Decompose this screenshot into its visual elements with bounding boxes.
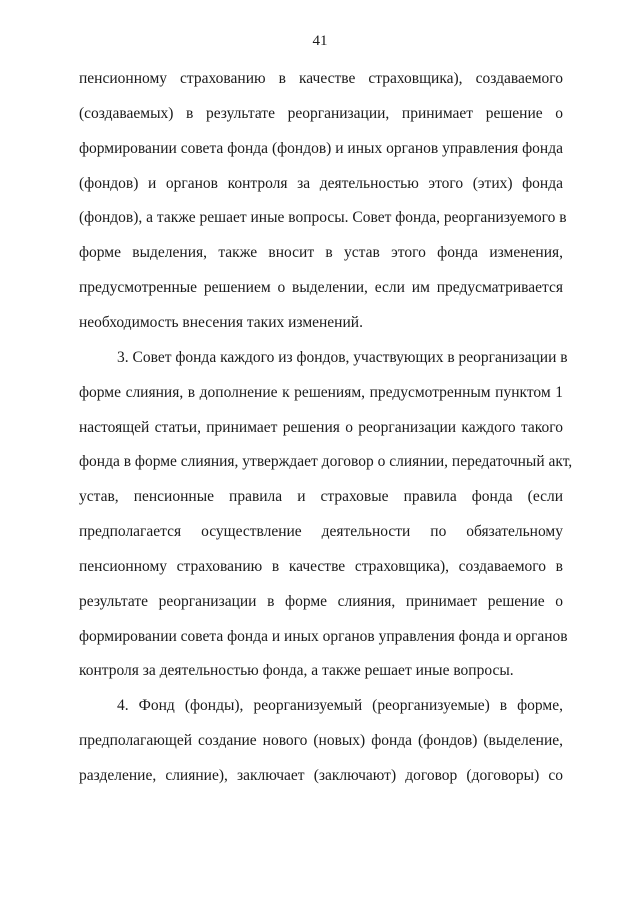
text-line: (фондов) и органов контроля за деятельностью этого (этих) фонда bbox=[79, 175, 563, 192]
text-line: устав, пенсионные правила и страховые правила фонда (если bbox=[79, 488, 563, 505]
text-line: предусмотренные решением о выделении, если им предусматривается bbox=[79, 279, 563, 296]
text-line: необходимость внесения таких изменений. bbox=[79, 314, 363, 331]
text-line: результате реорганизации в форме слияния, принимает решение о bbox=[79, 593, 563, 610]
text-line: предполагающей создание нового (новых) фонда (фондов) (выделение, bbox=[79, 732, 563, 749]
text-line: пенсионному страхованию в качестве страховщика), создаваемого в bbox=[79, 558, 563, 575]
text-line: форме слияния, в дополнение к решениям, предусмотренным пунктом 1 bbox=[79, 384, 563, 401]
paragraph-4-start: 4. Фонд (фонды), реорганизуемый (реорганизуемые) в форме, bbox=[117, 697, 563, 714]
text-line: фонда в форме слияния, утверждает договор о слиянии, передаточный акт, bbox=[79, 453, 573, 470]
page-number: 41 bbox=[312, 33, 328, 49]
text-line: форме выделения, также вносит в устав этого фонда изменения, bbox=[79, 244, 563, 261]
text-line: формировании совета фонда (фондов) и иных органов управления фонда bbox=[79, 140, 563, 157]
text-line: пенсионному страхованию в качестве страховщика), создаваемого bbox=[79, 70, 563, 87]
text-line: предполагается осуществление деятельности по обязательному bbox=[79, 523, 563, 540]
text-line: (создаваемых) в результате реорганизации, принимает решение о bbox=[79, 105, 563, 122]
text-line: (фондов), а также решает иные вопросы. Совет фонда, реорганизуемого в bbox=[79, 209, 567, 226]
paragraph-3-start: 3. Совет фонда каждого из фондов, участвующих в реорганизации в bbox=[117, 349, 568, 366]
text-line: разделение, слияние), заключает (заключают) договор (договоры) со bbox=[79, 767, 563, 784]
text-line: формировании совета фонда и иных органов управления фонда и органов bbox=[79, 628, 568, 645]
text-line: настоящей статьи, принимает решения о реорганизации каждого такого bbox=[79, 419, 563, 436]
text-line: контроля за деятельностью фонда, а также решает иные вопросы. bbox=[79, 662, 514, 679]
